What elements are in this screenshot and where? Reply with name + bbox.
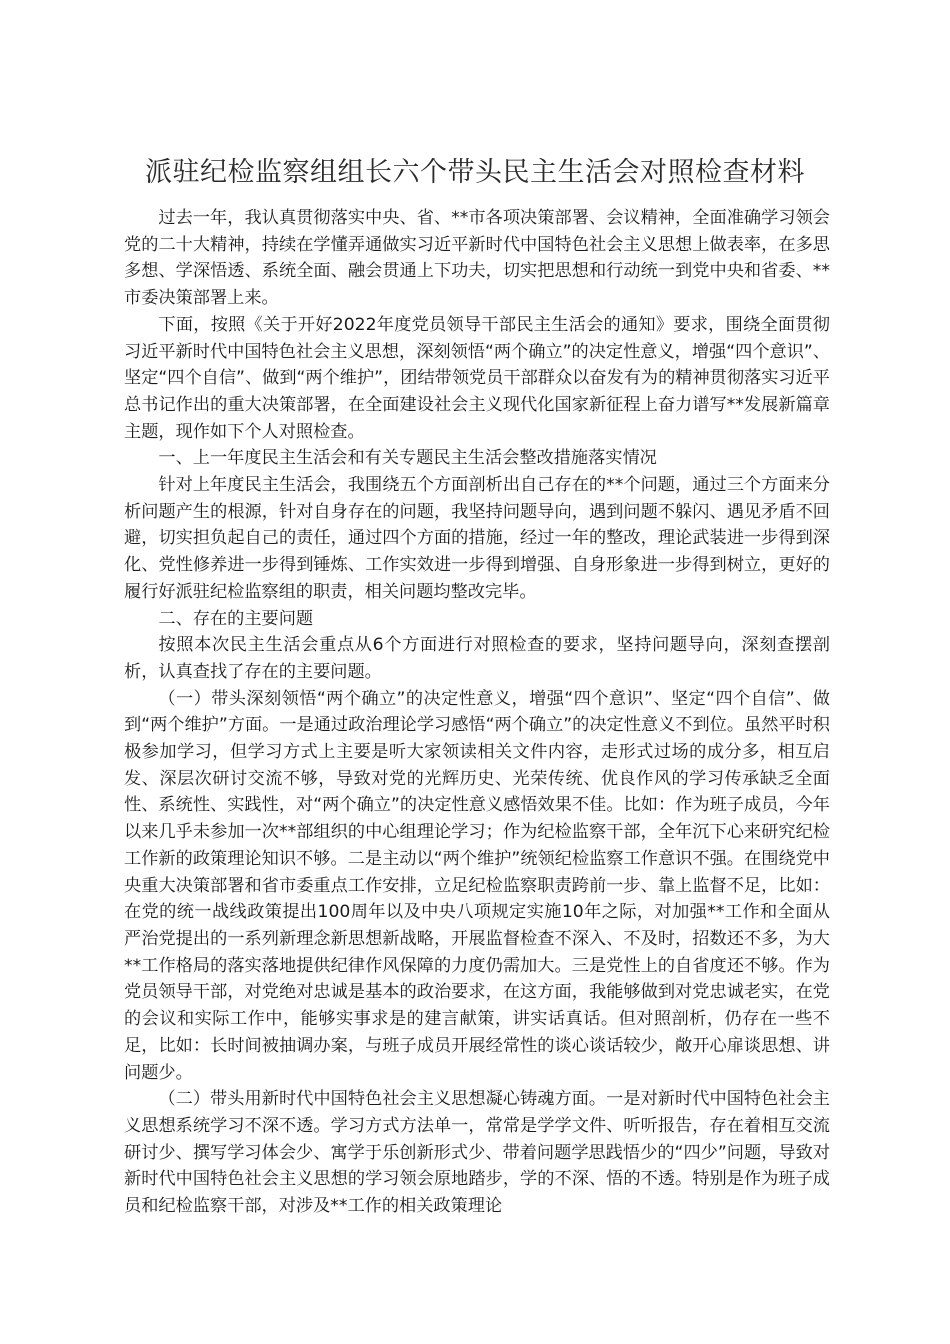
paragraph-purpose: 下面，按照《关于开好2022年度党员领导干部民主生活会的通知》要求，围绕全面贯彻习近平新时代中国特色社会主义思想，深刻领悟“两个确立”的决定性意义，增强“四个意识”、坚定“四个自信”、做到“两个维护”，团结带领党员干部群众以奋发有为的精神贯彻落实习近平总书记作出的重大决策部署，在全面建设社会主义现代化国家新征程上奋力谱写**发展新篇章主题，现作如下个人对照检查。 [124, 314, 830, 442]
document-body [124, 205, 830, 1220]
paragraph-rectification: 针对上年度民主生活会，我围绕五个方面剖析出自己存在的**个问题，通过三个方面来分析问题产生的根源，针对自身存在的问题，我坚持问题导向，遇到问题不躲闪、遇见矛盾不回避，切实担负起自己的责任，通过四个方面的措施，经过一年的整改，理论武装进一步得到深化、党性修养进一步得到锤炼、工作实效进一步得到增强、自身形象进一步得到树立，更好的履行好派驻纪检监察组的职责，相关问题均整改完毕。 [124, 475, 830, 602]
paragraph-problem-1: （一）带头深刻领悟“两个确立”的决定性意义，增强“四个意识”、坚定“四个自信”、做到“两个维护”方面。一是通过政治理论学习感悟“两个确立”的决定性意义不到位。虽然平时积极参加学习，但学习方式上主要是听大家领读相关文件内容，走形式过场的成分多，相互启发、深层次研讨交流不够，导致对党的光辉历史、光荣传统、优良作风的学习传承缺乏全面性、系统性、实践性，对“两个确立”的决定性意义感悟效果不佳。比如：作为班子成员，今年以来几乎未参加一次**部组织的中心组理论学习；作为纪检监察干部，全年沉下心来研究纪检工作新的政策理论知识不够。二是主动以“两个维护”统领纪检监察工作意识不强。在围绕党中央重大决策部署和省市委重点工作安排，立足纪检监察职责跨前一步、靠上监督不足，比如：在党的统一战线政策提出100周年以及中央八项规定实施10年之际，对加强**工作和全面从严治党提出的一系列新理念新思想新战略，开展监督检查不深入、不及时，招数还不多，为大**工作格局的落实落地提供纪律作风保障的力度仍需加大。三是党性上的自省度还不够。作为党员领导干部，对党绝对忠诚是基本的政治要求，在这方面，我能够做到对党忠诚老实，在党的会议和实际工作中，能够实事求是的建言献策，讲实话真话。但对照剖析，仍存在一些不足，比如：长时间被抽调办案，与班子成员开展经常性的谈心谈话较少，敞开心扉谈思想、讲问题少。 [124, 688, 830, 1083]
paragraph-intro: 过去一年，我认真贯彻落实中央、省、**市各项决策部署、会议精神，全面准确学习领会党的二十大精神，持续在学懂弄通做实习近平新时代中国特色社会主义思想上做表率，在多思多想、学深悟透、系统全面、融会贯通上下功夫，切实把思想和行动统一到党中央和省委、**市委决策部署上来。 [124, 208, 830, 309]
section-heading-1: 一、上一年度民主生活会和有关专题民主生活会整改措施落实情况 [158, 448, 657, 469]
paragraph-problems-intro: 按照本次民主生活会重点从6个方面进行对照检查的要求，坚持问题导向，深刻查摆剖析，认真查找了存在的主要问题。 [124, 635, 830, 682]
section-heading-2: 二、存在的主要问题 [158, 608, 314, 629]
document-title: 派驻纪检监察组组长六个带头民主生活会对照检查材料 [145, 157, 805, 188]
paragraph-problem-2: （二）带头用新时代中国特色社会主义思想凝心铸魂方面。一是对新时代中国特色社会主义思想系统学习不深不透。学习方式方法单一，常常是学学文件、听听报告，存在着相互交流研讨少、撰写学习体会少、寓学于乐创新形式少、带着问题学思践悟少的“四少”问题，导致对新时代中国特色社会主义思想的学习领会原地踏步，学的不深、悟的不透。特别是作为班子成员和纪检监察干部，对涉及**工作的相关政策理论 [124, 1089, 830, 1217]
